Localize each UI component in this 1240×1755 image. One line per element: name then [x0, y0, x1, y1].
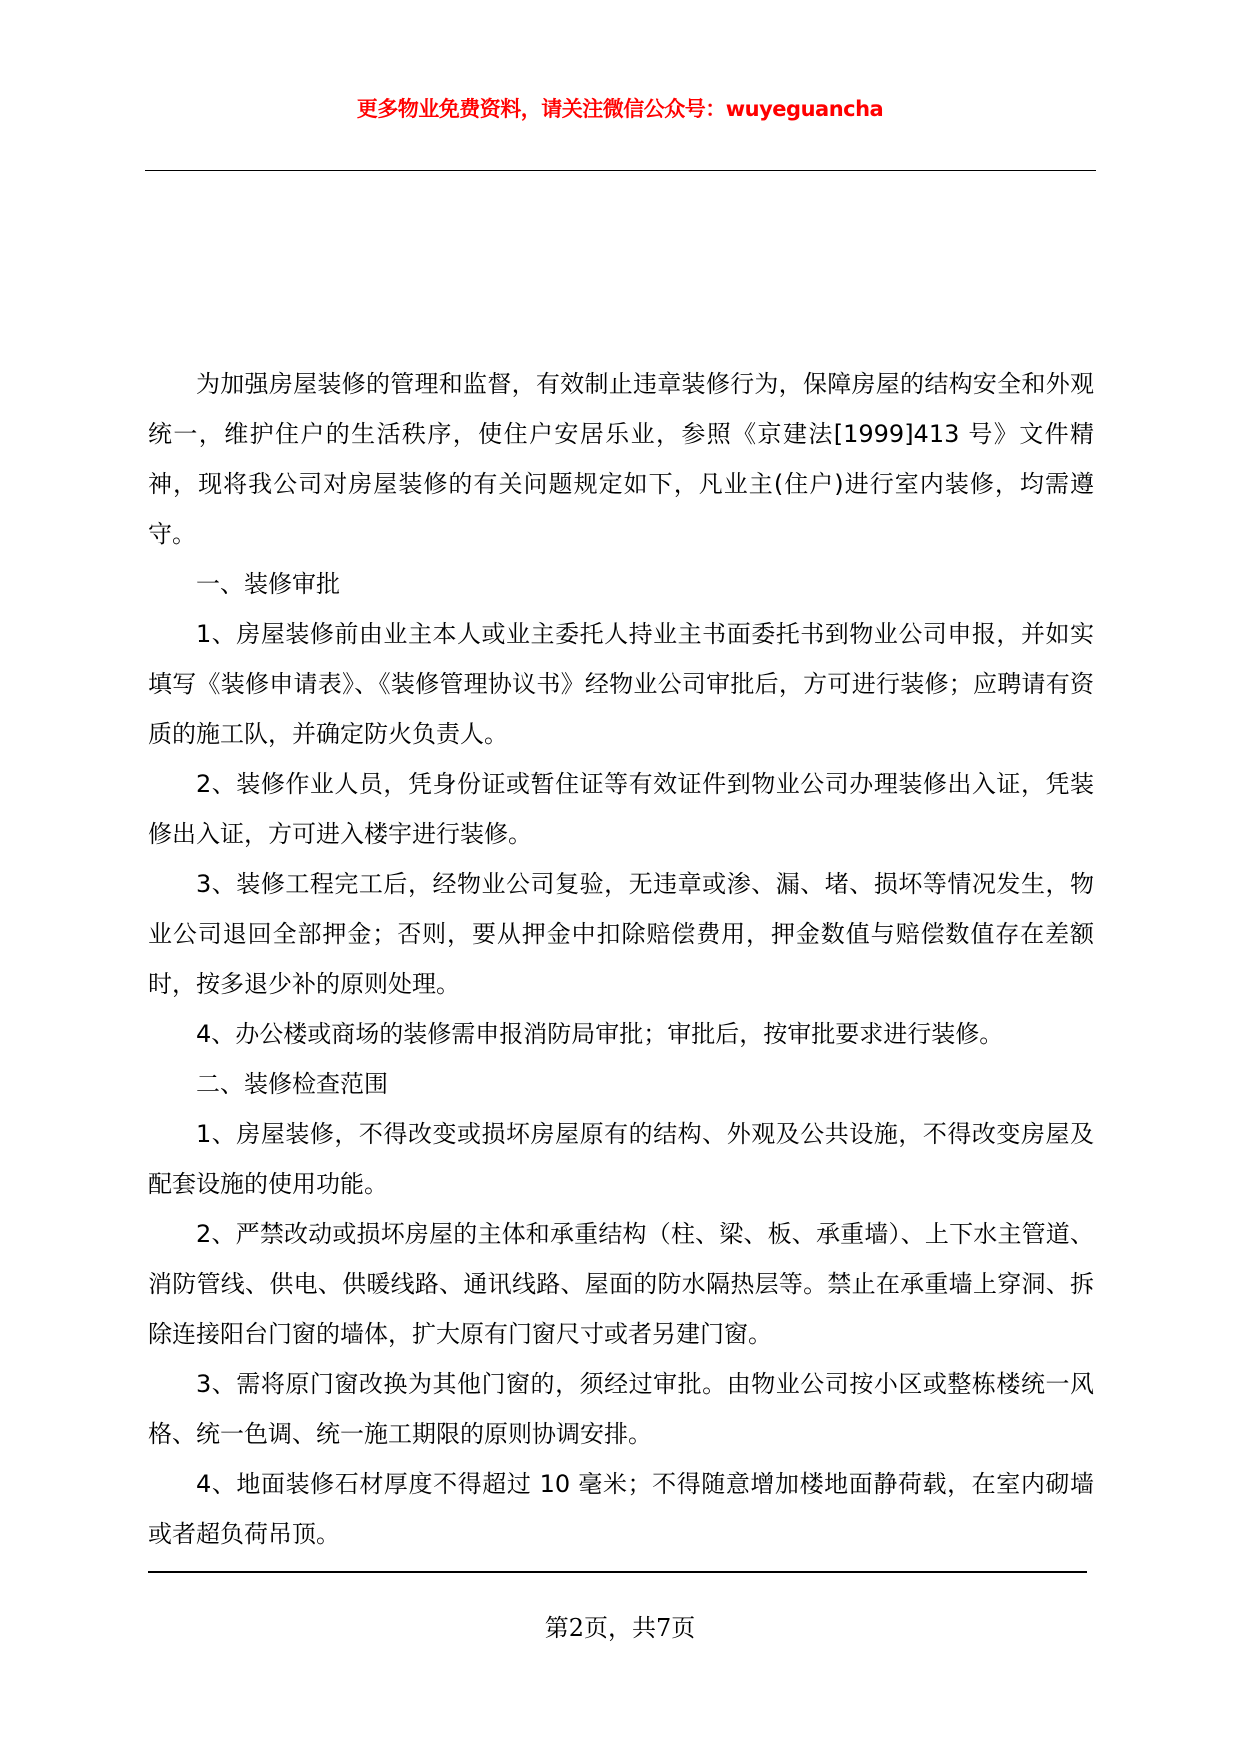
paragraph-inspection-3: 3、需将原门窗改换为其他门窗的，须经过审批。由物业公司按小区或整栋楼统一风格、统一色调、统一施工期限的原则协调安排。 [148, 1370, 1094, 1448]
paragraph-inspection-2: 2、严禁改动或损坏房屋的主体和承重结构（柱、梁、板、承重墙）、上下水主管道、消防管线、供电、供暖线路、通讯线路、屋面的防水隔热层等。禁止在承重墙上穿洞、拆除连接阳台门窗的墙体，扩大原有门窗尺寸或者另建门窗。 [148, 1220, 1094, 1348]
paragraph-inspection-4: 4、地面装修石材厚度不得超过 10 毫米；不得随意增加楼地面静荷载，在室内砌墙或者超负荷吊顶。 [148, 1470, 1094, 1548]
paragraph-intro: 为加强房屋装修的管理和监督，有效制止违章装修行为，保障房屋的结构安全和外观统一，维护住户的生活秩序，使住户安居乐业，参照《京建法[1999]413 号》文件精神，现将我公司对房屋装修的有关问题规定如下，凡业主(住户)进行室内装修，均需遵守。 [148, 370, 1094, 548]
paragraph-approval-4: 4、办公楼或商场的装修需申报消防局审批；审批后，按审批要求进行装修。 [196, 1020, 1004, 1048]
header-rule [145, 170, 1096, 171]
section-heading-approval: 一、装修审批 [196, 570, 340, 598]
paragraph-inspection-1: 1、房屋装修，不得改变或损坏房屋原有的结构、外观及公共设施，不得改变房屋及配套设施的使用功能。 [148, 1120, 1094, 1198]
page-number: 第2页，共7页 [544, 1614, 696, 1642]
document-body [148, 359, 1094, 1559]
footer-rule [148, 1571, 1087, 1573]
section-heading-inspection: 二、装修检查范围 [196, 1070, 388, 1098]
paragraph-approval-2: 2、装修作业人员，凭身份证或暂住证等有效证件到物业公司办理装修出入证，凭装修出入证，方可进入楼宇进行装修。 [148, 770, 1094, 848]
paragraph-approval-1: 1、房屋装修前由业主本人或业主委托人持业主书面委托书到物业公司申报，并如实填写《装修申请表》、《装修管理协议书》经物业公司审批后，方可进行装修；应聘请有资质的施工队，并确定防火负责人。 [148, 620, 1094, 748]
paragraph-approval-3: 3、装修工程完工后，经物业公司复验，无违章或渗、漏、堵、损坏等情况发生，物业公司退回全部押金；否则，要从押金中扣除赔偿费用，押金数值与赔偿数值存在差额时，按多退少补的原则处理。 [148, 870, 1094, 998]
header-notice: 更多物业免费资料，请关注微信公众号：wuyeguancha [356, 97, 884, 121]
